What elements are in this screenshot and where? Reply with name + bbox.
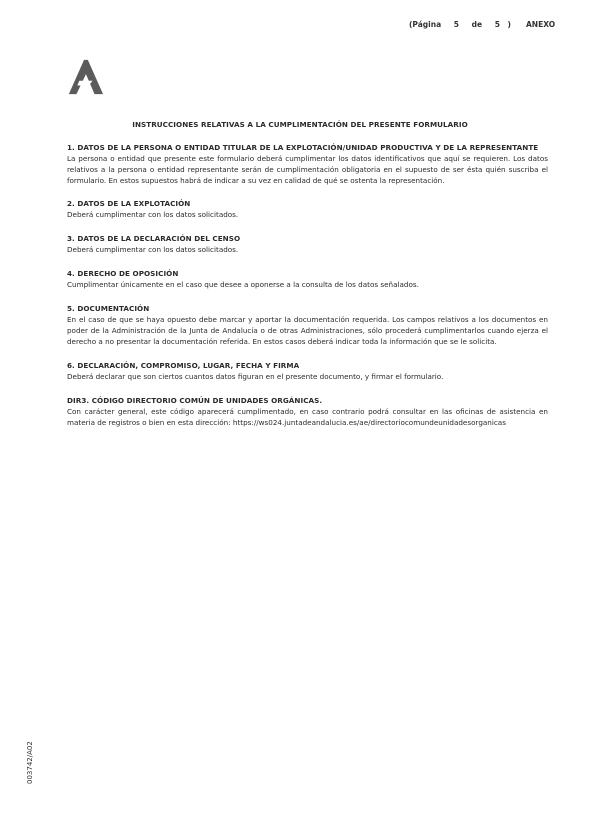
section-dir3	[67, 396, 548, 428]
section-5	[67, 304, 548, 347]
section-2-title: 2. DATOS DE LA EXPLOTACIÓN	[67, 199, 191, 208]
section-6-text: Deberá declarar que son ciertos cuantos datos figuran en el presente documento, y firmar el formulario.	[67, 372, 444, 381]
section-1	[67, 143, 548, 186]
section-5-title: 5. DOCUMENTACIÓN	[67, 304, 150, 313]
section-3	[67, 234, 548, 255]
page-title: INSTRUCCIONES RELATIVAS A LA CUMPLIMENTACIÓN DEL PRESENTE FORMULARIO	[132, 120, 468, 129]
section-2-text: Deberá cumplimentar con los datos solicitados.	[67, 210, 239, 219]
instructions-body	[67, 143, 548, 442]
page-number: 5	[453, 20, 459, 29]
section-3-title: 3. DATOS DE LA DECLARACIÓN DEL CENSO	[67, 234, 241, 243]
page-suffix: )	[507, 20, 511, 29]
section-3-text: Deberá cumplimentar con los datos solicitados.	[67, 245, 239, 254]
section-4	[67, 269, 548, 290]
page-separator: de	[471, 20, 483, 29]
page-total: 5	[494, 20, 500, 29]
section-6-title: 6. DECLARACIÓN, COMPROMISO, LUGAR, FECHA Y FIRMA	[67, 361, 300, 370]
section-dir3-text: Con carácter general, este código aparecerá cumplimentado, en caso contrario podrá consultar en las oficinas de asistencia en materia de registros o bien en esta dirección: https://ws024.juntadeandalucia.es/ae/directoriocomundeunidadesorganicas	[67, 407, 548, 427]
section-6	[67, 361, 548, 382]
section-4-title: 4. DERECHO DE OPOSICIÓN	[67, 269, 179, 278]
section-dir3-title: DIR3. CÓDIGO DIRECTORIO COMÚN DE UNIDADES ORGÁNICAS.	[67, 396, 323, 405]
annex-label: ANEXO	[526, 20, 556, 29]
junta-andalucia-logo-icon	[66, 58, 104, 96]
section-1-text: La persona o entidad que presente este formulario deberá cumplimentar los datos identificativos que aquí se requieren. Los datos relativos a la persona o entidad representante serán de cumplimentación obligatoria en el supuesto de ser ésta quién suscriba el formulario. En estos supuestos habrá de indicar a su vez en calidad de qué se ostenta la representación.	[67, 154, 548, 185]
section-1-title: 1. DATOS DE LA PERSONA O ENTIDAD TITULAR DE LA EXPLOTACIÓN/UNIDAD PRODUCTIVA Y DE LA REPRESENTANTE	[67, 143, 539, 152]
page-prefix: (Página	[409, 20, 442, 29]
section-5-text: En el caso de que se haya opuesto debe marcar y aportar la documentación requerida. Los campos relativos a los documentos en poder de la Administración de la Junta de Andalucía o de otras Administraciones, sólo procederá cumplimentarlos cuando ejerza el derecho a no presentar la documentación referida. En estos casos deberá indicar toda la información que se le solicita.	[67, 315, 548, 346]
page-indicator	[409, 20, 511, 29]
section-2	[67, 199, 548, 220]
section-4-text: Cumplimentar únicamente en el caso que desee a oponerse a la consulta de los datos señalados.	[67, 280, 419, 289]
form-code: 003742/A02	[26, 741, 34, 784]
